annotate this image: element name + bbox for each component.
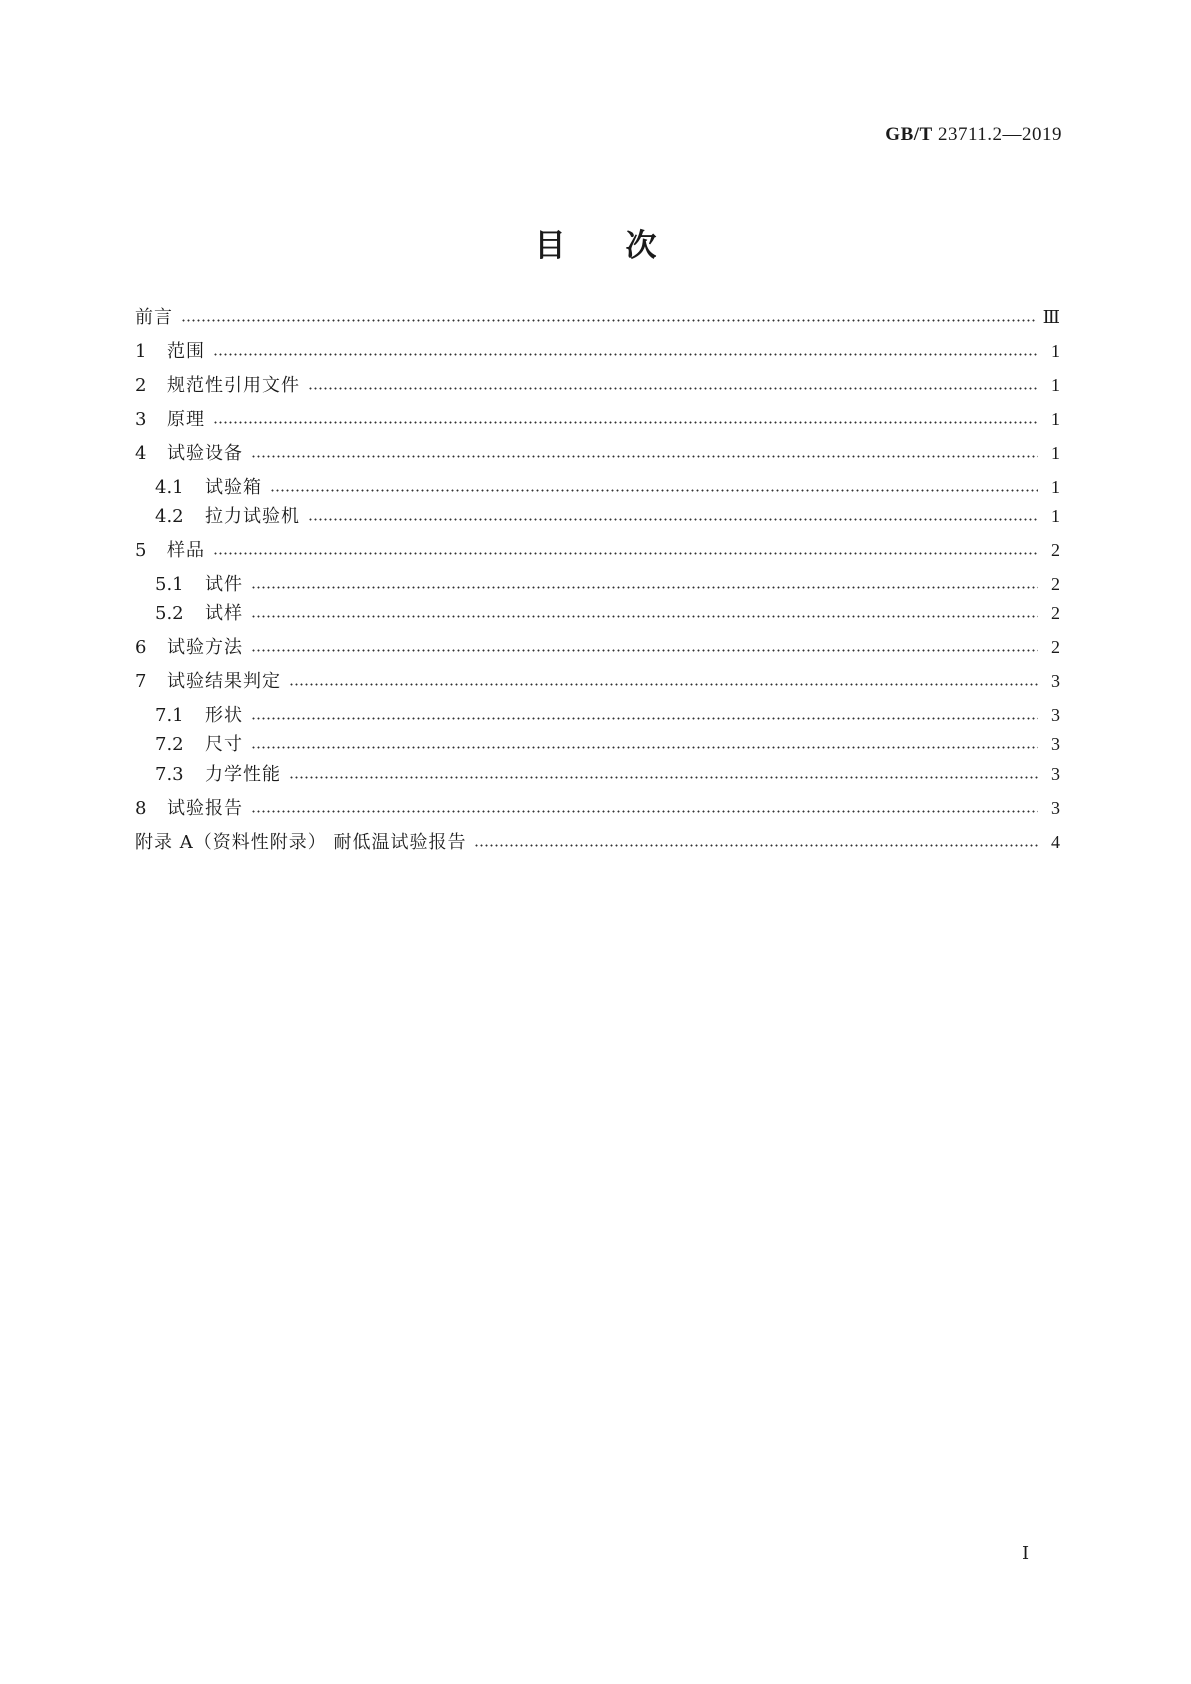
toc-dot-leader: [308, 387, 1038, 390]
toc-entry-number: 7.3: [155, 764, 184, 785]
toc-entry-label: 力学性能: [205, 764, 281, 785]
table-of-contents: [135, 0, 1060, 1684]
toc-entry-number: 8: [135, 798, 147, 819]
standard-number: 23711.2—2019: [937, 124, 1062, 145]
toc-dot-leader: [251, 746, 1038, 749]
toc-entry-4-1[interactable]: [155, 474, 1060, 500]
standard-prefix: GB/T: [885, 124, 933, 145]
toc-entry-label: 试验报告: [167, 798, 243, 819]
toc-entry-label: 形状: [205, 705, 243, 726]
toc-dot-leader: [474, 844, 1038, 847]
toc-entry-foreword[interactable]: [135, 304, 1060, 330]
toc-entry-label: 拉力试验机: [205, 506, 300, 527]
toc-entry-page: 1: [1051, 443, 1060, 463]
toc-dot-leader: [289, 776, 1038, 779]
toc-dot-leader: [251, 455, 1038, 458]
toc-dot-leader: [181, 319, 1035, 322]
toc-entry-number: 2: [135, 375, 147, 396]
toc-entry-label: 规范性引用文件: [167, 375, 300, 396]
toc-entry-page: Ⅲ: [1042, 307, 1060, 327]
toc-entry-page: 1: [1051, 506, 1060, 526]
toc-dot-leader: [270, 489, 1038, 492]
toc-dot-leader: [251, 615, 1038, 618]
toc-entry-number: 5.1: [155, 574, 184, 595]
toc-entry-page: 1: [1051, 375, 1060, 395]
toc-entry-page: 4: [1051, 832, 1060, 852]
toc-dot-leader: [251, 649, 1038, 652]
toc-entry-annex-a[interactable]: [135, 829, 1060, 855]
toc-entry-label: 试验结果判定: [167, 671, 281, 692]
toc-dot-leader: [213, 552, 1038, 555]
toc-entry-number: 7: [135, 671, 147, 692]
toc-entry-7-3[interactable]: [155, 761, 1060, 787]
toc-dot-leader: [289, 683, 1038, 686]
toc-entry-page: 2: [1051, 574, 1060, 594]
toc-entry-7-2[interactable]: [155, 731, 1060, 757]
toc-entry-number: 7.2: [155, 734, 184, 755]
toc-dot-leader: [251, 717, 1038, 720]
toc-entry-label: 附录 A（资料性附录） 耐低温试验报告: [135, 832, 467, 853]
toc-dot-leader: [251, 586, 1038, 589]
toc-entry-page: 1: [1051, 409, 1060, 429]
toc-entry-1[interactable]: [135, 338, 1060, 364]
toc-entry-page: 2: [1051, 637, 1060, 657]
toc-entry-number: 5: [135, 540, 147, 561]
toc-dot-leader: [213, 421, 1038, 424]
toc-entry-4-2[interactable]: [155, 503, 1060, 529]
toc-entry-5-1[interactable]: [155, 571, 1060, 597]
toc-entry-label: 试验设备: [167, 443, 243, 464]
toc-entry-page: 1: [1051, 477, 1060, 497]
toc-entry-label: 样品: [167, 540, 205, 561]
toc-entry-number: 7.1: [155, 705, 184, 726]
toc-entry-7[interactable]: [135, 668, 1060, 694]
toc-entry-label: 试验方法: [167, 637, 243, 658]
toc-entry-number: 6: [135, 637, 147, 658]
toc-entry-page: 2: [1051, 603, 1060, 623]
toc-entry-5-2[interactable]: [155, 600, 1060, 626]
toc-entry-page: 3: [1051, 671, 1060, 691]
toc-entry-8[interactable]: [135, 795, 1060, 821]
toc-entry-page: 3: [1051, 705, 1060, 725]
toc-entry-label: 试验箱: [205, 477, 262, 498]
page-number: Ⅰ: [1022, 1543, 1030, 1563]
toc-entry-6[interactable]: [135, 634, 1060, 660]
toc-dot-leader: [308, 518, 1038, 521]
toc-dot-leader: [213, 353, 1038, 356]
toc-entry-page: 1: [1051, 341, 1060, 361]
toc-entry-7-1[interactable]: [155, 702, 1060, 728]
toc-entry-label: 范围: [167, 341, 205, 362]
toc-entry-2[interactable]: [135, 372, 1060, 398]
toc-entry-number: 4.1: [155, 477, 184, 498]
toc-entry-label: 试样: [205, 603, 243, 624]
toc-entry-5[interactable]: [135, 537, 1060, 563]
toc-entry-label: 原理: [167, 409, 205, 430]
toc-entry-number: 4: [135, 443, 147, 464]
toc-entry-number: 1: [135, 341, 147, 362]
toc-entry-page: 3: [1051, 764, 1060, 784]
toc-entry-label: 尺寸: [205, 734, 243, 755]
toc-entry-4[interactable]: [135, 440, 1060, 466]
toc-title: 目次: [534, 228, 717, 264]
toc-entry-number: 3: [135, 409, 147, 430]
toc-entry-page: 2: [1051, 540, 1060, 560]
toc-entry-number: 5.2: [155, 603, 184, 624]
toc-entry-label: 前言: [135, 307, 173, 328]
toc-entry-label: 试件: [205, 574, 243, 595]
toc-entry-page: 3: [1051, 734, 1060, 754]
toc-entry-number: 4.2: [155, 506, 184, 527]
toc-dot-leader: [251, 810, 1038, 813]
toc-entry-page: 3: [1051, 798, 1060, 818]
toc-entry-3[interactable]: [135, 406, 1060, 432]
